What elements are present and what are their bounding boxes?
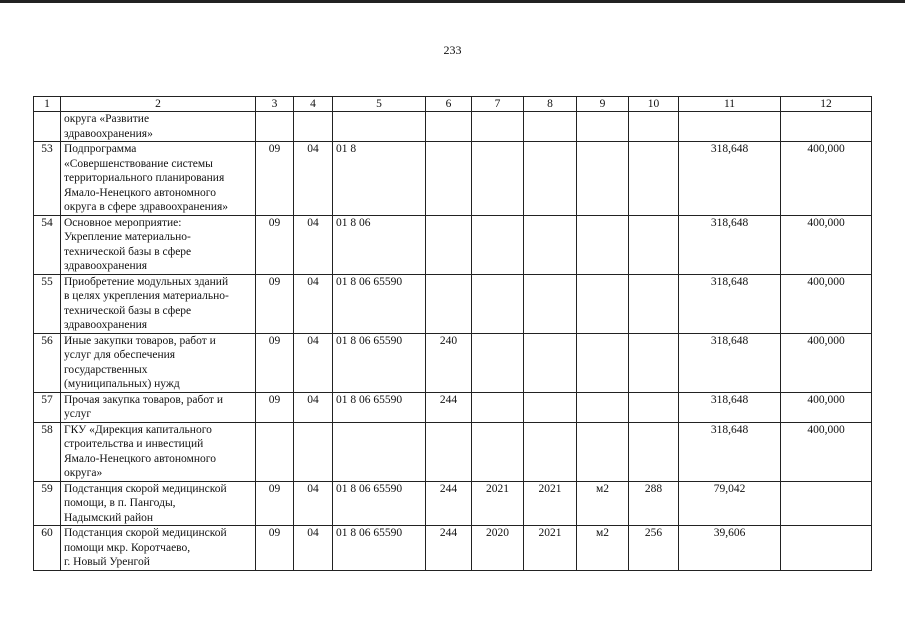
cell-c4: 04 [294, 526, 333, 571]
cell-c9 [577, 142, 629, 216]
column-header: 8 [524, 97, 577, 112]
row-number [34, 112, 61, 142]
cell-c5 [333, 422, 426, 481]
table-row [34, 215, 872, 274]
cell-c6 [426, 274, 472, 333]
top-border-line [0, 0, 905, 3]
row-name-line: округа в сфере здравоохранения» [64, 201, 229, 213]
cell-c6 [426, 215, 472, 274]
row-name-line: территориального планирования [64, 172, 225, 184]
cell-c12: 400,000 [781, 142, 872, 216]
column-header: 6 [426, 97, 472, 112]
cell-c4: 04 [294, 333, 333, 392]
cell-c11: 318,648 [679, 333, 781, 392]
row-name [61, 112, 256, 142]
row-name-line: Иные закупки товаров, работ и [64, 334, 216, 347]
cell-c3 [256, 112, 294, 142]
cell-c6: 240 [426, 333, 472, 392]
column-header: 12 [781, 97, 872, 112]
row-name-line: ГКУ «Дирекция капитального [64, 423, 212, 436]
cell-c5: 01 8 06 65590 [333, 274, 426, 333]
cell-c5 [333, 112, 426, 142]
cell-c10 [629, 333, 679, 392]
cell-c5: 01 8 06 65590 [333, 333, 426, 392]
cell-c11: 39,606 [679, 526, 781, 571]
cell-c12: 400,000 [781, 274, 872, 333]
cell-c10 [629, 274, 679, 333]
row-name [61, 526, 256, 571]
cell-c10 [629, 142, 679, 216]
cell-c11: 318,648 [679, 274, 781, 333]
cell-c4 [294, 422, 333, 481]
row-name [61, 333, 256, 392]
cell-c5: 01 8 06 65590 [333, 526, 426, 571]
cell-c9 [577, 422, 629, 481]
cell-c7 [472, 112, 524, 142]
row-name [61, 215, 256, 274]
cell-c5: 01 8 06 [333, 215, 426, 274]
row-number: 54 [34, 215, 61, 274]
row-name [61, 274, 256, 333]
cell-c5: 01 8 [333, 142, 426, 216]
table-row [34, 526, 872, 571]
cell-c4: 04 [294, 142, 333, 216]
row-number: 53 [34, 142, 61, 216]
cell-c9: м2 [577, 481, 629, 526]
cell-c3: 09 [256, 481, 294, 526]
row-name [61, 392, 256, 422]
row-name-line: Основное мероприятие: [64, 216, 182, 229]
cell-c8 [524, 215, 577, 274]
row-name-line: Укрепление материально- [64, 231, 191, 243]
row-name-line: Надымский район [64, 511, 154, 524]
row-name-line: здравоохранения [64, 319, 148, 331]
cell-c10 [629, 392, 679, 422]
table-header-row [34, 97, 872, 112]
cell-c11: 318,648 [679, 422, 781, 481]
row-number: 59 [34, 481, 61, 526]
cell-c8 [524, 274, 577, 333]
row-name-line: округа «Развитие [64, 113, 150, 125]
row-name-line: услуг [64, 408, 92, 420]
cell-c8: 2021 [524, 526, 577, 571]
cell-c9: м2 [577, 526, 629, 571]
cell-c9 [577, 112, 629, 142]
cell-c6 [426, 112, 472, 142]
column-header: 11 [679, 97, 781, 112]
cell-c4: 04 [294, 481, 333, 526]
cell-c7 [472, 215, 524, 274]
cell-c4: 04 [294, 274, 333, 333]
row-number: 56 [34, 333, 61, 392]
cell-c6: 244 [426, 526, 472, 571]
cell-c7: 2021 [472, 481, 524, 526]
cell-c3: 09 [256, 392, 294, 422]
page-number: 233 [443, 43, 462, 57]
row-number: 60 [34, 526, 61, 571]
cell-c12: 400,000 [781, 422, 872, 481]
cell-c9 [577, 215, 629, 274]
row-name-line: г. Новый Уренгой [64, 556, 150, 568]
cell-c10 [629, 112, 679, 142]
row-name-line: технической базы в сфере [64, 304, 192, 317]
column-header: 2 [61, 97, 256, 112]
cell-c12 [781, 526, 872, 571]
row-name-line: округа» [64, 467, 103, 479]
row-name [61, 481, 256, 526]
row-number: 57 [34, 392, 61, 422]
row-name-line: Приобретение модульных зданий [64, 275, 229, 288]
row-name-line: Прочая закупка товаров, работ и [64, 393, 223, 406]
cell-c9 [577, 333, 629, 392]
cell-c7 [472, 422, 524, 481]
cell-c6 [426, 142, 472, 216]
table-row [34, 481, 872, 526]
cell-c8 [524, 392, 577, 422]
cell-c11 [679, 112, 781, 142]
row-name-line: Подстанция скорой медицинской [64, 527, 227, 539]
table-row [34, 142, 872, 216]
row-name-line: технической базы в сфере [64, 245, 192, 258]
cell-c7 [472, 333, 524, 392]
cell-c10: 256 [629, 526, 679, 571]
row-name-line: (муниципальных) нужд [64, 378, 180, 390]
row-name-line: услуг для обеспечения [64, 349, 176, 361]
cell-c6: 244 [426, 392, 472, 422]
cell-c8 [524, 422, 577, 481]
row-name-line: здравоохранения» [64, 127, 153, 140]
column-header: 9 [577, 97, 629, 112]
row-name [61, 142, 256, 216]
cell-c11: 318,648 [679, 142, 781, 216]
cell-c7 [472, 392, 524, 422]
cell-c9 [577, 274, 629, 333]
row-name-line: Подпрограмма [64, 143, 137, 155]
cell-c6: 244 [426, 481, 472, 526]
cell-c12 [781, 112, 872, 142]
row-name-line: Подстанция скорой медицинской [64, 482, 227, 495]
row-name-line: «Совершенствование системы [64, 157, 213, 170]
cell-c11: 318,648 [679, 215, 781, 274]
table-row [34, 392, 872, 422]
column-header: 5 [333, 97, 426, 112]
row-number: 55 [34, 274, 61, 333]
table-row [34, 274, 872, 333]
column-header: 7 [472, 97, 524, 112]
cell-c4: 04 [294, 215, 333, 274]
row-name-line: помощи мкр. Коротчаево, [64, 541, 191, 554]
cell-c3: 09 [256, 526, 294, 571]
cell-c7 [472, 274, 524, 333]
table-row [34, 422, 872, 481]
cell-c3 [256, 422, 294, 481]
row-name-line: Ямало-Ненецкого автономного [64, 452, 216, 465]
cell-c3: 09 [256, 333, 294, 392]
cell-c12 [781, 481, 872, 526]
column-header: 1 [34, 97, 61, 112]
cell-c7: 2020 [472, 526, 524, 571]
cell-c11: 318,648 [679, 392, 781, 422]
cell-c8 [524, 112, 577, 142]
cell-c12: 400,000 [781, 392, 872, 422]
cell-c10 [629, 422, 679, 481]
cell-c6 [426, 422, 472, 481]
row-name [61, 422, 256, 481]
cell-c7 [472, 142, 524, 216]
cell-c10: 288 [629, 481, 679, 526]
cell-c3: 09 [256, 274, 294, 333]
cell-c5: 01 8 06 65590 [333, 392, 426, 422]
row-name-line: помощи, в п. Пангоды, [64, 497, 176, 509]
cell-c3: 09 [256, 215, 294, 274]
cell-c12: 400,000 [781, 215, 872, 274]
cell-c8 [524, 333, 577, 392]
cell-c3: 09 [256, 142, 294, 216]
row-number: 58 [34, 422, 61, 481]
row-name-line: Ямало-Ненецкого автономного [64, 186, 216, 199]
table-body [34, 112, 872, 571]
table-row [34, 333, 872, 392]
row-name-line: государственных [64, 363, 148, 376]
row-name-line: здравоохранения [64, 260, 148, 272]
cell-c4 [294, 112, 333, 142]
cell-c10 [629, 215, 679, 274]
cell-c8: 2021 [524, 481, 577, 526]
budget-table [33, 96, 872, 571]
cell-c12: 400,000 [781, 333, 872, 392]
table-row [34, 112, 872, 142]
row-name-line: строительства и инвестиций [64, 438, 204, 450]
cell-c4: 04 [294, 392, 333, 422]
column-header: 10 [629, 97, 679, 112]
column-header: 4 [294, 97, 333, 112]
cell-c5: 01 8 06 65590 [333, 481, 426, 526]
column-header: 3 [256, 97, 294, 112]
cell-c8 [524, 142, 577, 216]
cell-c9 [577, 392, 629, 422]
cell-c11: 79,042 [679, 481, 781, 526]
row-name-line: в целях укрепления материально- [64, 290, 229, 302]
